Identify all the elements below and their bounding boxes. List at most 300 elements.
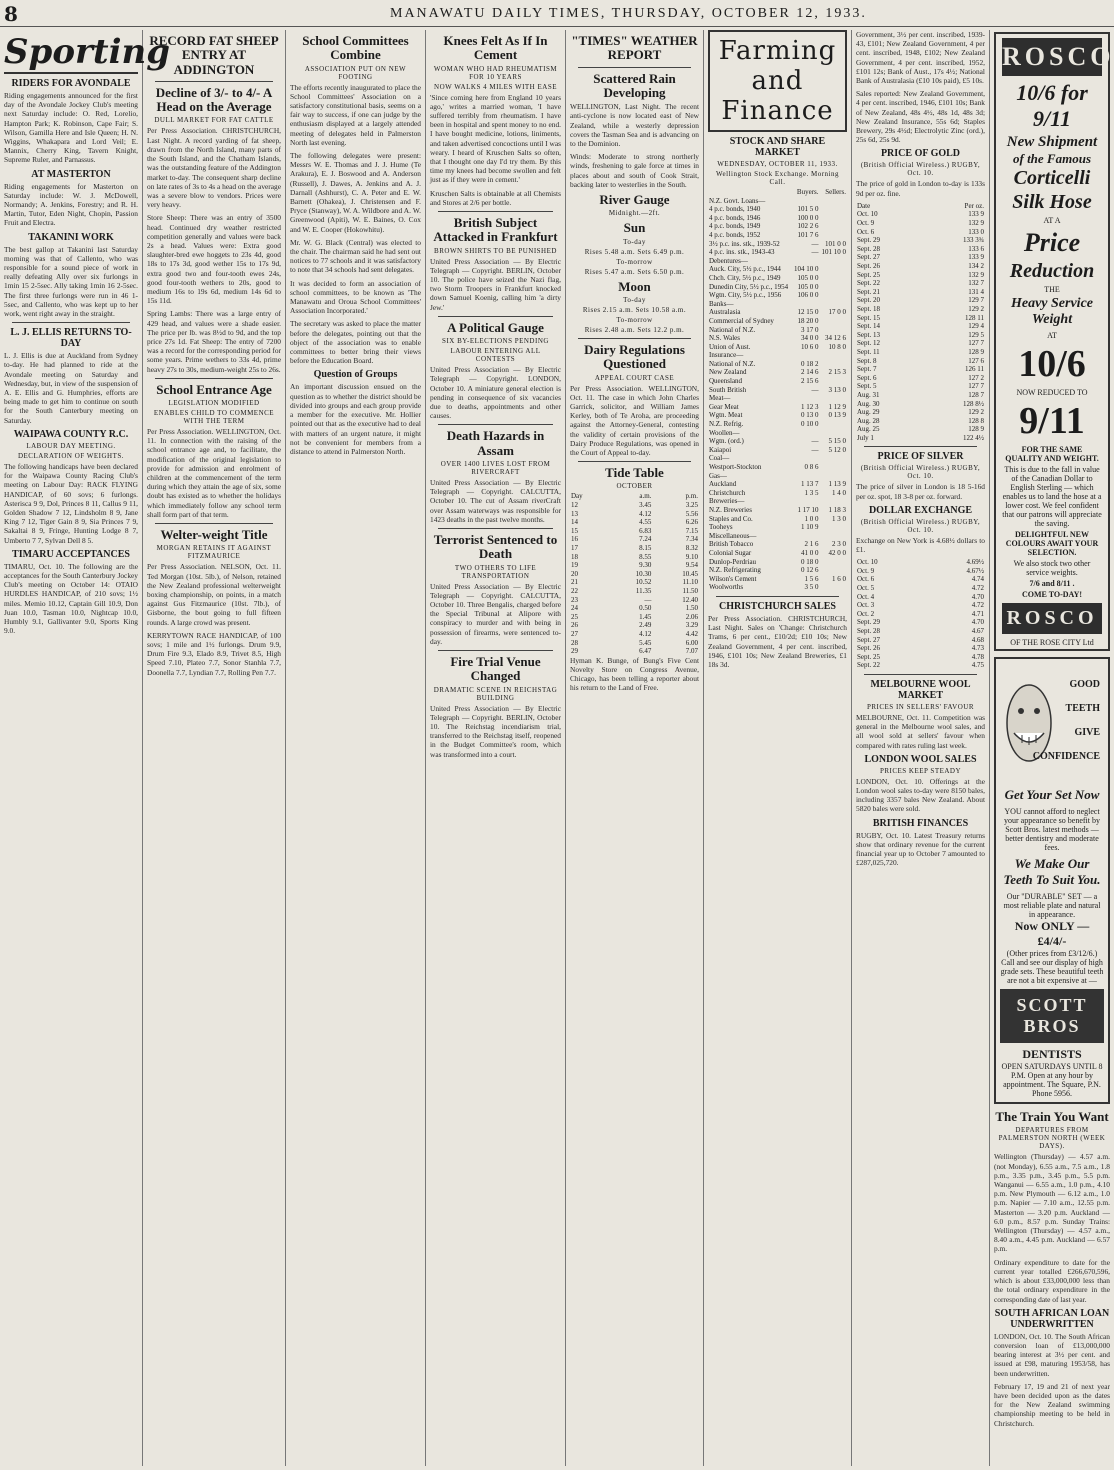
table-row [708,248,847,257]
table-cell: 127 2 [968,373,984,382]
table-cell: 3.25 [685,501,698,510]
headline: The Train You Want [995,1109,1109,1125]
table-cell: 11.50 [682,586,698,595]
table-cell: N.Z. Govt. Loans— [709,196,766,205]
table-cell: 4 p.c. bonds, 1952 [709,230,761,239]
table-row [708,454,847,463]
table-cell [820,420,847,429]
table-cell: Sept. 28 [857,627,880,636]
ad-text: Our "DURABLE" SET — a most reliable plate and natural in appearance. [1003,892,1101,920]
tide-col-header: Day [571,492,583,501]
table-cell: 3 13 0 [828,385,846,394]
article-text: Government, 3½ per cent. inscribed, 1939-43, £101; New Zealand Government, 4 per cent. inscribed, 1948, £102; New Zealand Government, 4 per cent. inscribed, 1952, £101 12s; Bank of Aust., 17s 4½; National Bank of Australasia (£10 10s paid), £5 10s. [856,30,985,86]
table-cell: 133 0 [968,227,984,236]
table-cell: 122 4½ [963,433,984,442]
dollar-table [856,558,985,670]
table-cell: Oct. 10 [857,558,878,567]
table-cell: 18 20 0 [797,316,819,325]
table-cell: 128 9 [968,425,984,434]
table-cell [792,257,819,266]
table-cell [820,205,847,214]
table-cell [820,351,847,360]
divider [864,674,977,675]
table-cell: Sept. 27 [857,635,880,644]
table-cell: Sept. 25 [857,652,880,661]
article-text: The following handicaps have been declared for the Waipawa County Racing Club's meeting on Labour Day: RACK FLYING HANDICAP, of 60 sovs; 6 furlongs. Asterisca 9 9, Dol, Princes 8 11, Callus 9 11, Golden Shadow 7 12, Lindsholm 8 9, Jane King 7 12, Tiger Gain 8 9, Sia Princes 7 9, Sakaltai 8 9, Fringe, Hunting Lodge 8 7, Umberto 7 7, Sylvan Dell 8 5. [4,461,138,545]
table-row [856,219,985,228]
table-cell: Debentures— [709,256,748,265]
article-text: WELLINGTON, Last Night. The recent anti-cyclone is now located east of New Zealand, while a westerly depression covers the Tasman Sea and is advancing on to the Dominion. [570,102,699,148]
column-world-news [426,30,566,1466]
headline: Sun [623,220,646,236]
table-cell: Colonial Sugar [709,548,752,557]
gold-col-header: Per oz. [964,201,984,210]
column-sheep-market [143,30,286,1466]
ad-line: Price [1023,228,1081,258]
table-cell [792,454,819,463]
headline: School Committees Combine [302,33,409,63]
table-cell: Oct. 10 [857,210,878,219]
table-cell: Miscellaneous— [709,531,757,540]
article-text: It was decided to form an association of school committees, to be known as 'The Manawatu and Oroua School Committees' Association Incorporated.' [290,278,421,316]
table-row [856,558,985,567]
table-cell: Sept. 12 [857,339,880,348]
table-row [708,411,847,420]
table-cell: 9.54 [685,561,698,570]
table-row [708,394,847,403]
sun-tomorrow: Rises 5.47 a.m. Sets 6.50 p.m. [584,267,685,276]
table-cell: 1 5 6 [804,574,819,583]
table-cell: 3½ p.c. ins. stk., 1939-52 [709,239,780,248]
table-cell: Aug. 29 [857,408,880,417]
table-row [856,279,985,288]
subheadline: (British Official Wireless.) RUGBY, Oct. 10. [860,464,981,481]
ad-text: OPEN SATURDAYS UNTIL 8 P.M. Open at any hour by appointment. The Square, P.N. Phone 5956. [1001,1062,1103,1099]
table-cell: 133 6 [968,244,984,253]
table-cell: Meat— [709,394,731,403]
article-text: Hyman K. Bunge, of Bung's Five Cent Novelty Store on Congress Avenue, Chicago, has been telling a reporter about his return to the Land of Free. [570,655,699,693]
divider [155,81,273,82]
subheadline: DEPARTURES FROM PALMERSTON NORTH (WEEK DAYS). [998,1126,1106,1151]
table-row [856,365,985,374]
table-cell: 4.72 [971,601,984,610]
table-cell: 3.29 [685,621,698,630]
table-cell: 127 7 [968,382,984,391]
headline: STOCK AND SHARE MARKET [729,136,826,158]
table-cell: 10.52 [635,578,652,587]
table-cell: Sept. 18 [857,304,880,313]
table-cell: Sept. 28 [857,244,880,253]
table-cell: 21 [571,578,578,587]
table-cell: 6.83 [639,526,652,535]
table-cell: Gear Meat [709,402,739,411]
table-row [856,262,985,271]
ad-line: NOW REDUCED TO [1016,388,1088,398]
table-cell [820,257,847,266]
table-row [708,558,847,567]
table-cell: 4.67 [971,627,984,636]
table-row [708,497,847,506]
table-cell: 106 0 0 [797,291,819,300]
headline: SOUTH AFRICAN LOAN UNDERWRITTEN [994,1307,1110,1330]
article-text: Mr. W. G. Black (Central) was elected to the chair. The chairman said he had sent out notices to 77 schools and it was satisfactory to note that 34 schools had sent delegates. [290,237,421,275]
table-cell: Sept. 26 [857,262,880,270]
table-cell [820,394,847,403]
table-row [856,331,985,340]
table-cell: 1 4 0 [832,488,846,497]
table-cell: 126 11 [965,365,984,374]
ad-line: Silk Hose [1012,191,1092,214]
table-cell: Sept. 27 [857,253,880,262]
table-cell: Sept. 8 [857,356,877,365]
table-cell: National of N.Z. [709,325,756,334]
table-cell: Sept. 29 [857,618,880,627]
table-cell: 128 8½ [963,399,984,408]
table-cell [820,532,847,541]
article-text: Spring Lambs: There was a large entry of 429 head, and values were a shade easier. The price per lb. was 8½d to 9d, and the top price 27s 1d. Fat Sheep: The entry of 7200 was a record for the corresponding period for some years. Prime wethers to 33s 4d, prime heavy 27s to 30s, medium-weight 25s to 26s. [147,309,282,374]
scott-bros-logo: SCOTT BROS [1000,989,1104,1043]
subheadline: PRICES IN SELLERS' FAVOUR [866,703,975,711]
article-text: The efforts recently inaugurated to place the School Committees' Association on a satisfactory constitutional basis, seems on a fair way to success, if one can judge by the enthusiasm displayed at a largely attended meeting of delegates held in Palmerston North last evening. [290,82,421,147]
table-cell: 132 9 [968,219,984,228]
article-text: The following delegates were present: Messrs W. E. Thomas and J. J. Hume (Te Arakura), E. J. Boswood and A. Anderson (Russell), J. Dawes, A. Jenkins and A. J. Darnall (Ashhurst), C. A. Peter and E. W. Barnett (Ohakea), J. Christensen and F. Pryce (Stanway), W. A. Wildbore and A. W. Greenwood (Apiti), W. E. Baines, O. Cox and W. E. Cooper (Hokowhitu). [290,151,421,234]
ad-text: Call and see our display of high grade sets. These beautiful teeth are not a bit expensive at — [1000,958,1104,986]
table-cell: 3.45 [639,501,652,510]
subheadline: SIX BY-ELECTIONS PENDING [442,337,549,346]
ad-line: Corticelli [1013,167,1091,190]
table-row [856,210,985,219]
table-cell [820,472,847,481]
article-text: Store Sheep: There was an entry of 3500 head. Continued dry weather restricted competition generally and values were back 2s a head. Values were: Extra good slaughter-bred ewe hoggets to 23s 4d, good 18s to 17s 3d, good wether 15s to 17s 9d, extra good two and four-tooth ewes 24s, good four-tooth wethers to 20s, good to medium 16s to 19s 6d, medium 14s 6d to 15s 11d. [147,213,281,306]
table-cell: 4.12 [639,509,652,518]
table-cell: British Tobacco [709,540,754,549]
article-text: Exchange on New York is 4.68½ dollars to £1. [856,535,985,555]
table-row [856,228,985,237]
article-text: United Press Association — By Electric Telegraph — Copyright. CALCUTTA, October 10. Three Bengalis, charged before the Special Tribunal at Alipore with conspiracy to murder and with being in possession of firearms, were sentenced to-day. [430,581,561,646]
table-cell: 27 [571,629,578,638]
table-cell: 127 6 [968,356,984,365]
table-cell: 4.42 [685,629,698,638]
table-cell [820,214,847,223]
table-cell: 34 12 6 [825,334,846,343]
table-row [708,300,847,309]
divider [578,461,691,462]
headline: TIMARU ACCEPTANCES [12,548,130,560]
ad-word: CONFIDENCE [1032,751,1100,763]
table-cell: 6.47 [639,647,652,656]
table-cell [820,463,847,472]
gold-table [856,202,985,443]
table-row [856,567,985,576]
label: To-day [623,237,646,246]
headline: Scattered Rain Developing [593,70,676,100]
article-text: Per Press Association. CHRISTCHURCH, Last Night. Sales on 'Change: Christchurch Trams, 6 per cent., £10/2d; £10 10s; New Zealand Government, 4 per cent. inscribed, 1946, £101 10s; New Zealand Breweries, £1 18s 3d. [708,613,847,669]
table-cell: Wilson's Cement [709,574,757,583]
table-cell: Woollen— [709,428,740,437]
table-cell: 1 12 9 [828,402,846,411]
table-cell: 1 3 5 [804,488,819,497]
table-row [570,596,699,605]
headline: Fire Trial Venue Changed [450,653,541,684]
table-cell: 2 1 6 [804,540,819,549]
table-cell: 4 p.c. bonds, 1949 [709,222,761,231]
table-cell: Christchurch [709,488,746,497]
table-row [708,463,847,472]
article-text: KERRYTOWN RACE HANDICAP, of 100 sovs; 1 mile and 1½ furlongs. Drum 9.9, Drum Fire 9.3, Elado 8.9, Trivet 8.5, High Speed 7.10, Plateo 7.7, Sonor Stanhla 7.7, Doonella 7.7, Lyndian 7.7, Rolling Pen 7.7. [147,630,281,677]
table-row [856,296,985,305]
article-text: Riding engagements for Masterton on Saturday include: W. J. McDowell, Normandy; A. Jenkins, Forestry; and R. H. Martin, Tutor, Eden Night, Chopin, Passion Fruit and Electra. [4,181,138,228]
divider [864,446,977,447]
article-text: Kruschen Salts is obtainable at all Chemists and Stores at 2/6 per bottle. [430,188,561,207]
table-cell: Oct. 2 [857,609,875,618]
table-cell: 4.73 [971,644,984,653]
table-row [856,627,985,636]
table-row [856,584,985,593]
table-cell [820,317,847,326]
table-row [856,374,985,383]
table-cell: N.Z. Refrig. [709,420,744,429]
subheadline: ASSOCIATION PUT ON NEW FOOTING [304,64,407,81]
table-cell: — [811,445,819,454]
table-cell: 2.06 [685,612,698,621]
table-cell [820,326,847,335]
ad-new-price: 9/11 [1019,400,1085,443]
table-cell: Coal— [709,454,730,463]
table-cell: 1 6 0 [832,574,846,583]
table-cell: 4.75 [971,661,984,670]
table-cell: Tooheys [709,523,733,532]
table-cell: 0 12 6 [801,566,819,575]
subheadline: OVER 1400 LIVES LOST FROM RIVERCRAFT [440,459,551,476]
table-cell: 128 8 [968,416,984,425]
table-cell: 10.30 [635,569,652,578]
table-row [570,561,699,570]
table-cell: 101 7 6 [797,230,819,239]
table-cell: Woolworths [709,583,744,592]
table-cell: 5 12 0 [828,445,846,454]
table-row [708,489,847,498]
table-cell: 4.78 [971,652,984,661]
stock-table [708,188,847,592]
article-text: United Press Association — By Electric Telegraph — Copyright. BERLIN, October 10. The Reichstag incendiarism trial, transferred to the Reichstag itself, reopened in the Budget Committee's room, which was transformed into a court. [430,703,561,759]
divider [155,378,273,379]
table-cell: 3 17 0 [801,325,819,334]
article-text: RUGBY, Oct. 10. Latest Treasury returns show that ordinary revenue for the current financial year up to October 7 amounted to £287,025,720. [856,830,985,868]
article-text: United Press Association — By Electric Telegraph — Copyright. CALCUTTA, October 10. The cut of Assam riverCraft over Assam waterways was responsible for 1423 deaths in the past twelve months. [430,477,561,524]
table-cell: 12.40 [682,595,698,604]
table-cell: 17 0 0 [828,308,846,317]
table-cell: 105 0 0 [797,282,819,291]
table-cell: Union of Aust. [709,342,751,351]
article-text: The price of silver in London is 18 5-16d per oz. spot, 18 3-8 per oz. forward. [856,482,985,501]
table-cell: 7.15 [685,526,698,535]
table-row [708,291,847,300]
table-row [856,425,985,434]
ad-old-price: 10/6 [1018,343,1086,386]
table-row [856,408,985,417]
label: To-morrow [616,257,653,266]
table-cell [792,300,819,309]
headline: WAIPAWA COUNTY R.C. [13,428,129,440]
table-cell: 1 17 10 [797,505,819,514]
divider [12,322,130,323]
section-title-farming: Farming and Finance [708,30,847,132]
article-text: The price of gold in London to-day is 133s 9d per oz. fine. [856,179,985,198]
table-row [708,437,847,446]
table-cell: Sept. 22 [857,279,880,288]
divider [438,316,553,317]
table-cell: Sept. 22 [857,661,880,670]
table-row [708,420,847,429]
table-cell: 5 15 0 [828,437,846,446]
headline: River Gauge [599,192,670,208]
table-cell: Staples and Co. [709,514,753,523]
table-cell: Wgtn. City, 5½ p.c., 1956 [709,291,782,300]
table-row [708,403,847,412]
table-cell: 5.45 [639,638,652,647]
table-row [856,236,985,245]
ad-line: New Shipment [1006,133,1098,150]
table-cell: 10.45 [682,569,698,578]
ad-line: COME TO-DAY! [1021,590,1083,600]
table-cell: 4.74 [971,575,984,584]
article-text: Wellington (Thursday) — 4.57 a.m. (not Monday), 6.55 a.m., 7.5 a.m., 1.8 p.m., 3.35 p.m., 3.45 p.m., 5.5 p.m. Wanganui — 6.55 a.m., 1.0 p.m., 4.10 p.m. New Plymouth — 6.12 a.m., 1.0 p.m. Napier — 7.10 a.m., 12.55 p.m. Masterton — 3.20 p.m. Auckland — 6.0 p.m., 8.57 p.m. Sunday Trains: Wellington (Thursday) — 4.57 a.m., 8.40 a.m., 4.45 p.m. Auckland — 6.57 p.m. [994,1152,1110,1254]
table-cell: 4.12 [639,629,652,638]
table-row [856,271,985,280]
headline: British Subject Attacked in Frankfurt [433,215,558,245]
table-cell: Dunlop-Perdriau [709,557,757,566]
table-row [708,351,847,360]
table-cell: Gas— [709,471,727,480]
ad-word: GIVE [1074,727,1100,739]
subheadline: NOW WALKS 4 MILES WITH EASE [434,82,557,91]
table-row [708,429,847,438]
stock-col-blank [708,188,792,197]
table-row [856,400,985,409]
table-cell: 12 15 0 [797,308,819,317]
table-row [570,501,699,510]
table-cell: 128 7 [968,390,984,399]
headline: PRICE OF SILVER [877,451,964,463]
article-text: Winds: Moderate to strong northerly winds, freshening to gale force at times in places about and south of Cook Strait, backing later to westerlies in the South. [570,152,699,189]
table-cell: 5.56 [685,509,698,518]
ad-text: YOU cannot afford to neglect your appearance so benefit by Scott Bros. latest methods — better dentistry and moderate fees. [1004,807,1100,853]
table-cell [820,360,847,369]
sun-today: Rises 5.48 a.m. Sets 6.49 p.m. [584,247,685,256]
newspaper-title: MANAWATU DAILY TIMES, THURSDAY, OCTOBER 12, 1933. [390,6,867,21]
table-row [570,544,699,553]
table-row [570,510,699,519]
article-text: The secretary was asked to place the matter before the delegates, pointing out that the object of the association was to enable committees to better bring their views before the Education Board. [290,319,421,366]
headline: CHRISTCHURCH SALES [719,600,836,612]
headline: Moon [618,278,651,294]
table-cell [820,231,847,240]
table-cell: 132 7 [968,279,984,288]
tide-month: OCTOBER [616,482,653,491]
headline: Dairy Regulations Questioned [584,341,685,372]
table-cell: 4 p.c. bonds, 1946 [709,213,761,222]
table-cell: Sept. 7 [857,365,877,374]
stock-col-header: Sellers. [825,188,846,196]
subheadline: DRAMATIC SCENE IN REICHSTAG BUILDING [433,685,558,702]
table-row [708,532,847,541]
table-cell: 132 9 [968,270,984,279]
table-cell: 127 7 [968,339,984,348]
ad-line: FOR THE SAME QUALITY AND WEIGHT. [1005,445,1099,464]
headline: AT MASTERTON [31,168,111,180]
table-cell: Australasia [709,308,741,317]
table-cell: 7.24 [639,535,652,544]
article-text: February 17, 19 and 21 of next year have been decided upon as the dates for the New Zealand swimming championship meeting to be held in Christchurch. [994,1381,1110,1428]
ad-price: Now ONLY — £4/4/- [1014,919,1090,949]
table-cell: 34 0 0 [801,334,819,343]
table-cell [820,566,847,575]
table-cell: 11.10 [682,578,698,587]
table-row [708,368,847,377]
table-cell: 2 15 3 [828,368,846,377]
table-cell: 2.49 [639,621,652,630]
table-row [856,391,985,400]
table-cell: Aug. 31 [857,390,880,399]
ad-text: This is due to the fall in value of the Canadian Dollar to English Sterling — which enables us to land the hose at a lower cost. We feel confident that our patrons will appreciate the saving. [1002,465,1102,529]
table-cell: 29 [571,647,578,656]
table-row [570,518,699,527]
table-cell [792,429,819,438]
table-cell: 19 [571,561,578,570]
table-cell [792,197,819,206]
table-cell [820,429,847,438]
table-row [708,240,847,249]
table-cell: 101 0 0 [825,239,846,248]
headline: Question of Groups [313,369,398,381]
table-row [570,621,699,630]
headline: School Entrance Age [156,381,272,397]
table-cell: 28 [571,638,578,647]
headline: Knees Felt As If In Cement [443,33,548,63]
table-cell: 133 9 [968,253,984,262]
table-cell [820,197,847,206]
table-cell: Sept. 25 [857,270,880,279]
table-row [856,382,985,391]
table-row [708,566,847,575]
table-cell: 4.71 [971,609,984,618]
table-row [856,348,985,357]
table-cell: Sept. 21 [857,287,880,296]
moon-today: Rises 2.15 a.m. Sets 10.58 a.m. [582,305,687,314]
table-cell: 100 0 0 [797,213,819,222]
table-cell: Chch. City, 5½ p.c., 1949 [709,273,781,282]
column-sporting [0,30,171,1466]
table-cell: 1 18 3 [828,505,846,514]
headline: Death Hazards in Assam [446,428,545,458]
table-cell [820,523,847,532]
table-cell: 42 0 0 [828,548,846,557]
subheadline: LABOUR DAY MEETING. [26,441,116,450]
table-cell: 26 [571,621,578,630]
table-row [856,339,985,348]
headline: TAKANINI WORK [28,231,114,243]
page-number: 8 [4,2,18,26]
label: To-day [623,295,646,304]
ad-line: Heavy Service Weight [1010,295,1093,328]
table-cell: 23 [571,595,578,604]
article-text: Sales reported: New Zealand Government, 4 per cent. inscribed, 1946, £101 10s; Bank of New Zealand, 48s 4½, 48s 1d, 48s 3d; New Zealand Insurance, 55s 6d; Staples Brewery, 29s 4½d; Electrolytic Zinc (ord.), 25s 6d, 25s 9d. [856,89,985,145]
table-cell [820,454,847,463]
table-cell: National of N.Z. [709,359,756,368]
table-row [570,527,699,536]
table-cell: 15 [571,526,578,535]
table-cell: 101 5 0 [797,205,819,214]
